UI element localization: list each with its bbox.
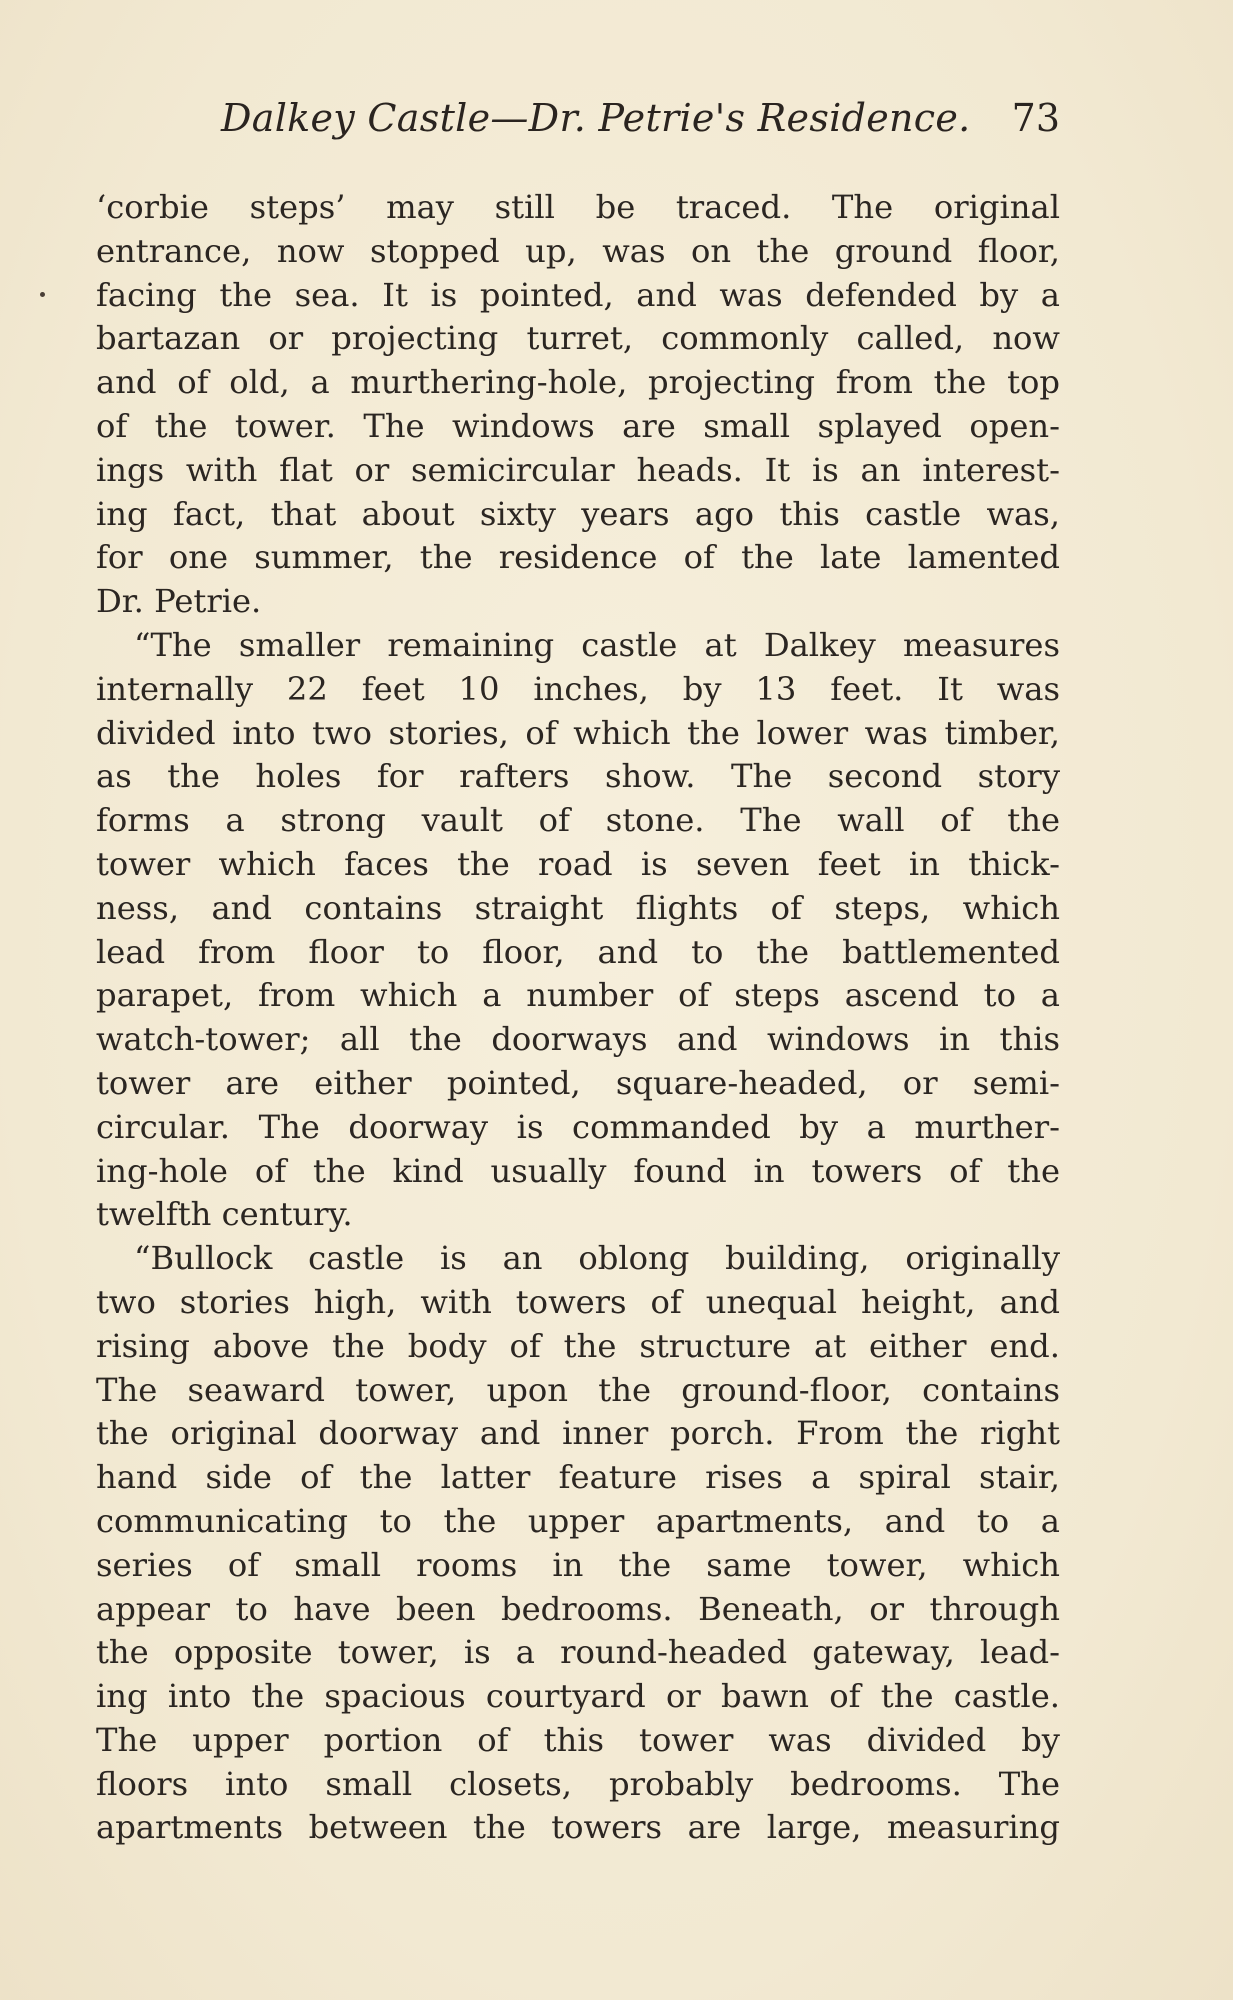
text-line: for one summer, the residence of the late lamented	[96, 538, 1060, 577]
text-line: ing fact, that about sixty years ago this castle was,	[96, 494, 1060, 533]
text-line: rising above the body of the structure at either end.	[96, 1326, 1060, 1365]
running-title: Dalkey Castle—Dr. Petrie's Residence.	[221, 96, 971, 140]
text-line: “Bullock castle is an oblong building, originally	[134, 1239, 1060, 1278]
text-line: facing the sea. It is pointed, and was defended by a	[96, 275, 1060, 314]
text-line: internally 22 feet 10 inches, by 13 feet. It was	[96, 669, 1060, 708]
text-line: entrance, now stopped up, was on the ground floor,	[96, 231, 1060, 270]
text-line: “The smaller remaining castle at Dalkey measures	[134, 625, 1060, 664]
text-line: twelfth century.	[96, 1195, 353, 1234]
text-line: hand side of the latter feature rises a spiral stair,	[96, 1458, 1060, 1497]
text-line: apartments between the towers are large, measuring	[96, 1808, 1060, 1847]
text-line: as the holes for rafters show. The second story	[96, 757, 1060, 796]
text-line: forms a strong vault of stone. The wall of the	[96, 801, 1060, 840]
text-line: ing into the spacious courtyard or bawn of the castle.	[96, 1677, 1060, 1716]
text-line: two stories high, with towers of unequal height, and	[96, 1282, 1060, 1321]
text-line: ings with flat or semicircular heads. It is an interest-	[96, 450, 1060, 489]
text-line: parapet, from which a number of steps ascend to a	[96, 976, 1060, 1015]
page-number: 73	[1011, 96, 1060, 140]
text-line: lead from floor to floor, and to the battlemented	[96, 932, 1060, 971]
text-line: The upper portion of this tower was divided by	[96, 1720, 1060, 1759]
text-line: watch-tower; all the doorways and windows in this	[96, 1020, 1060, 1059]
text-line: The seaward tower, upon the ground-floor, contains	[96, 1370, 1060, 1409]
text-line: Dr. Petrie.	[96, 582, 262, 621]
text-line: ‘corbie steps’ may still be traced. The original	[96, 188, 1060, 226]
text-line: ing-hole of the kind usually found in towers of the	[96, 1151, 1060, 1190]
body-text	[96, 186, 1060, 1850]
text-line: tower which faces the road is seven feet in thick-	[96, 844, 1060, 883]
text-line: communicating to the upper apartments, and to a	[96, 1501, 1060, 1540]
text-line: circular. The doorway is commanded by a murther-	[96, 1107, 1060, 1146]
text-line: tower are either pointed, square-headed, or semi-	[96, 1063, 1060, 1102]
text-line: floors into small closets, probably bedrooms. The	[96, 1764, 1060, 1803]
text-line: series of small rooms in the same tower, which	[96, 1545, 1060, 1584]
text-line: divided into two stories, of which the lower was timber,	[96, 713, 1060, 752]
text-line: appear to have been bedrooms. Beneath, or through	[96, 1589, 1060, 1628]
text-line: of the tower. The windows are small splayed open-	[96, 406, 1060, 445]
page-header	[96, 92, 1060, 152]
text-line: the opposite tower, is a round-headed gateway, lead-	[96, 1633, 1060, 1672]
text-line: the original doorway and inner porch. From the right	[96, 1414, 1060, 1453]
margin-mark	[40, 292, 45, 297]
text-line: and of old, a murthering-hole, projecting from the top	[96, 363, 1060, 402]
text-line: bartazan or projecting turret, commonly called, now	[96, 319, 1060, 358]
text-line: ness, and contains straight flights of steps, which	[96, 888, 1060, 927]
